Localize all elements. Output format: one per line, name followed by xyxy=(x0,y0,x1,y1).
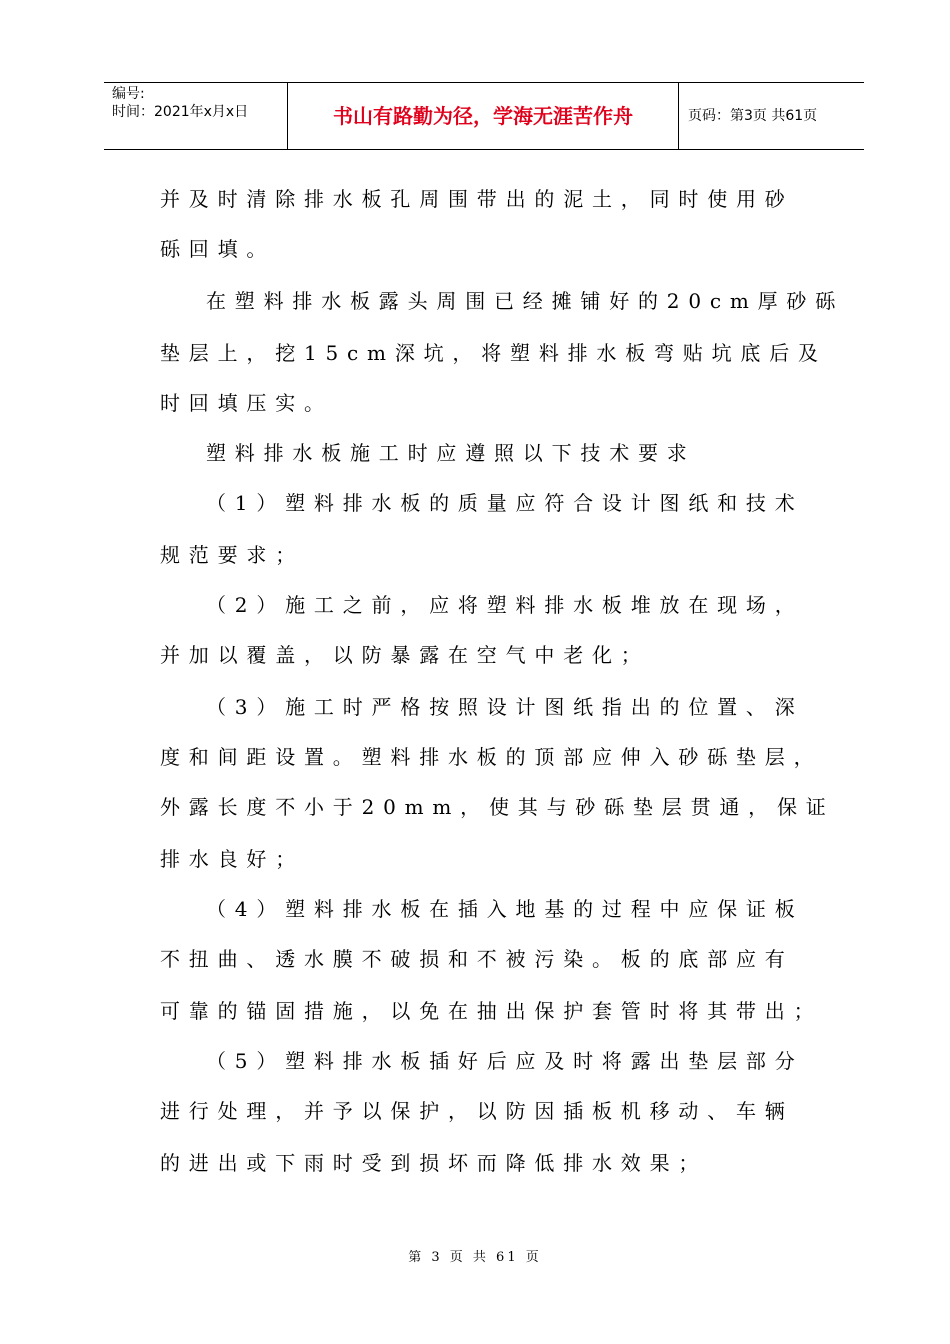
body-line: 规范要求； xyxy=(160,543,304,567)
page-footer: 第 3 页 共 61 页 xyxy=(408,1250,542,1265)
body-line: 塑料排水板施工时应遵照以下技术要求 xyxy=(206,441,696,465)
header-page-info: 页码：第3页 共61页 xyxy=(688,108,818,124)
body-line: （1）塑料排水板的质量应符合设计图纸和技术 xyxy=(206,491,804,515)
body-line: 外露长度不小于20mm，使其与砂砾垫层贯通，保证 xyxy=(160,795,835,819)
body-line: 砾回填。 xyxy=(160,237,276,261)
body-line: （4）塑料排水板在插入地基的过程中应保证板 xyxy=(206,897,804,921)
body-line: （2）施工之前，应将塑料排水板堆放在现场， xyxy=(206,593,804,617)
document-date-label: 时间：2021年x月x日 xyxy=(112,104,249,120)
body-line: 度和间距设置。塑料排水板的顶部应伸入砂砾垫层， xyxy=(160,745,823,769)
header-meta xyxy=(104,83,288,149)
body-line: （3）施工时严格按照设计图纸指出的位置、深 xyxy=(206,695,804,719)
body-line: 并加以覆盖，以防暴露在空气中老化； xyxy=(160,643,650,667)
body-line: 在塑料排水板露头周围已经摊铺好的20cm厚砂砾 xyxy=(206,289,845,313)
document-number-label: 编号: xyxy=(112,86,145,102)
body-line: 垫层上，挖15cm深坑，将塑料排水板弯贴坑底后及 xyxy=(160,341,827,365)
page-header xyxy=(104,82,864,150)
body-line: 可靠的锚固措施，以免在抽出保护套管时将其带出； xyxy=(160,999,823,1023)
body-line: 的进出或下雨时受到损坏而降低排水效果； xyxy=(160,1151,708,1175)
body-line: 时回填压实。 xyxy=(160,391,333,415)
body-line: 排水良好； xyxy=(160,847,304,871)
header-motto: 书山有路勤为径，学海无涯苦作舟 xyxy=(288,83,679,149)
body-line: 不扭曲、透水膜不破损和不被污染。板的底部应有 xyxy=(160,947,794,971)
body-line: （5）塑料排水板插好后应及时将露出垫层部分 xyxy=(206,1049,804,1073)
body-line: 进行处理，并予以保护，以防因插板机移动、车辆 xyxy=(160,1099,794,1123)
body-line: 并及时清除排水板孔周围带出的泥土，同时使用砂 xyxy=(160,187,794,211)
